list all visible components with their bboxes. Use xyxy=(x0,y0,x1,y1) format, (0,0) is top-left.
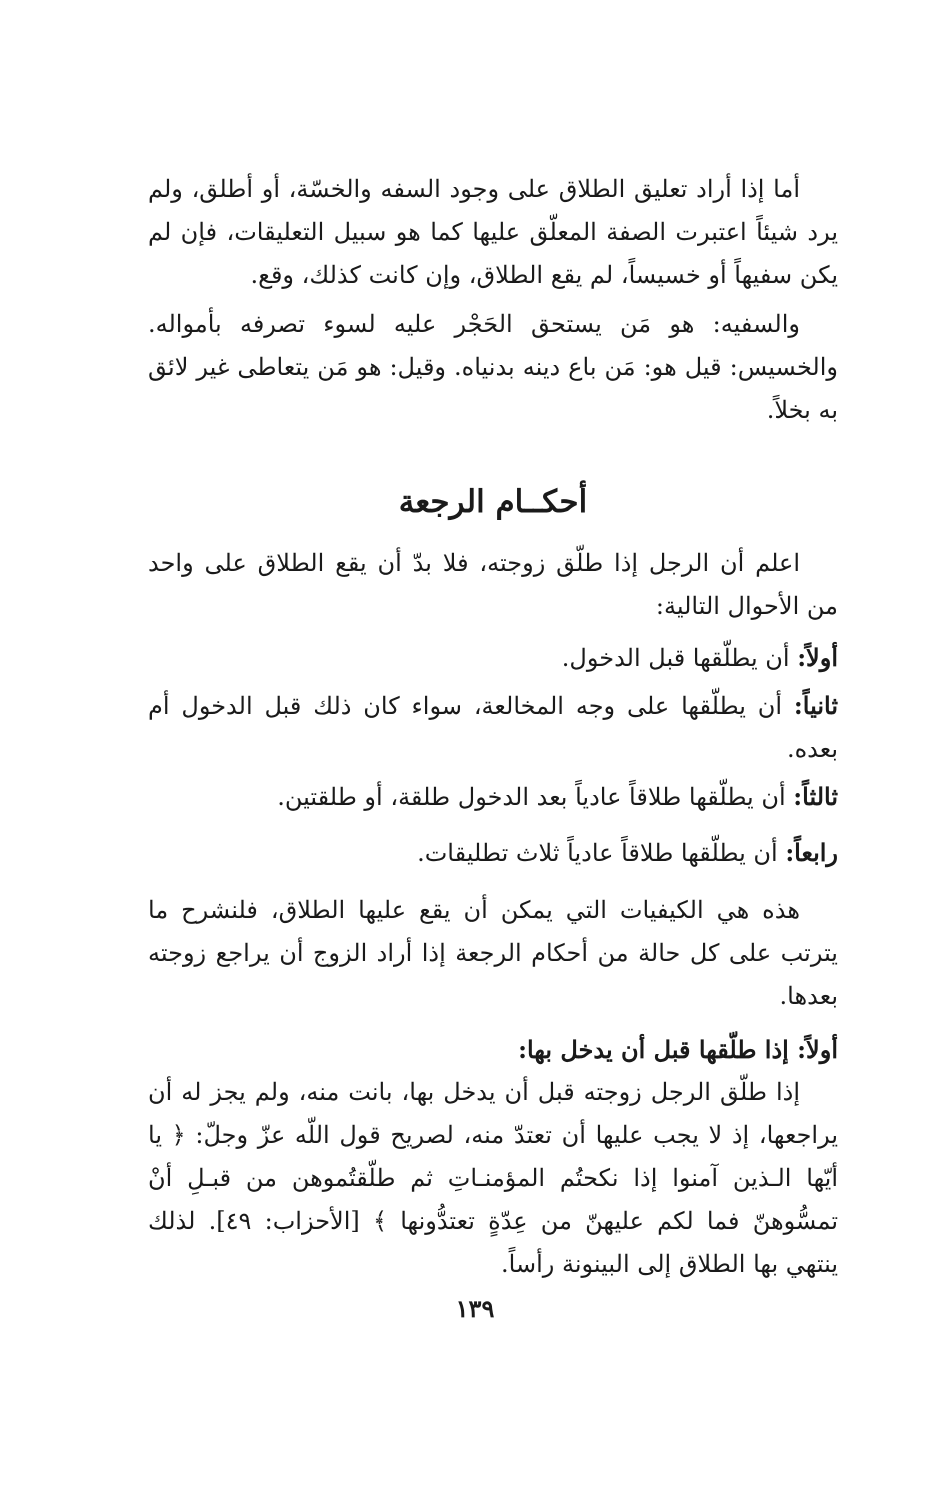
list-item-3 xyxy=(148,775,838,819)
paragraph-summary: هذه هي الكيفيات التي يمكن أن يقع عليها الطلاق، فلنشرح ما يترتب على كل حالة من أحكام الرجعة إذا أراد الزوج أن يراجع زوجته بعدها. xyxy=(148,896,838,1010)
list-item-lead: ثانياً: xyxy=(793,691,838,720)
list-item-text: أن يطلّقها على وجه المخالعة، سواء كان ذلك قبل الدخول أم بعده. xyxy=(148,692,838,763)
list-item-4 xyxy=(148,831,838,875)
paragraph-first-case: إذا طلّق الرجل زوجته قبل أن يدخل بها، بانت منه، ولم يجز له أن يراجعها، إذ لا يجب عليها أن تعتدّ منه، لصريح قول اللّه عزّ وجلّ: ﴿ يا أيّها الـذين آمنوا إذا نكحتُم المؤمنـاتِ ثم طلّقتُموهن من قبـلِ أنْ تمسُّوهنّ فما لكم عليهنّ من عِدّةٍ تعتدُّونها ﴾ [الأحزاب: ٤٩]. لذلك ينتهي بها الطلاق إلى البينونة رأساً. xyxy=(148,1078,838,1278)
list-item-lead: أولاً: xyxy=(797,643,838,672)
body-section-2 xyxy=(148,542,838,1286)
sub-heading-first-case: أولاً: إذا طلّقها قبل أن يدخل بها: xyxy=(518,1035,838,1064)
paragraph-definitions: والسفيه: هو مَن يستحق الحَجْر عليه لسوء تصرفه بأمواله. والخسيس: قيل هو: مَن باع دينه بدنياه. وقيل: هو مَن يتعاطى غير لائق به بخلاً. xyxy=(148,310,838,424)
list-item-text: أن يطلّقها قبل الدخول. xyxy=(561,644,798,672)
paragraph-intro: اعلم أن الرجل إذا طلّق زوجته، فلا بدّ أن يقع الطلاق على واحد من الأحوال التالية: xyxy=(148,549,838,620)
section-heading: أحكــام الرجعة xyxy=(398,484,588,520)
list-item-text: أن يطلّقها طلاقاً عادياً بعد الدخول طلقة، أو طلقتين. xyxy=(277,783,794,811)
paragraph-suspension: أما إذا أراد تعليق الطلاق على وجود السفه والخسّة، أو أطلق، ولم يرد شيئاً اعتبرت الصفة المعلّق عليها كما هو سبيل التعليقات، فإن لم يكن سفيهاً أو خسيساً، لم يقع الطلاق، وإن كانت كذلك، وقع. xyxy=(148,175,838,289)
list-item-lead: ثالثاً: xyxy=(793,782,838,811)
list-item-text: أن يطلّقها طلاقاً عادياً ثلاث تطليقات. xyxy=(417,839,786,867)
list-item-1 xyxy=(148,636,838,680)
list-item-2 xyxy=(148,684,838,771)
body-section-1 xyxy=(148,168,838,432)
page-number: ١٣٩ xyxy=(455,1294,495,1323)
list-item-lead: رابعاً: xyxy=(785,838,838,867)
